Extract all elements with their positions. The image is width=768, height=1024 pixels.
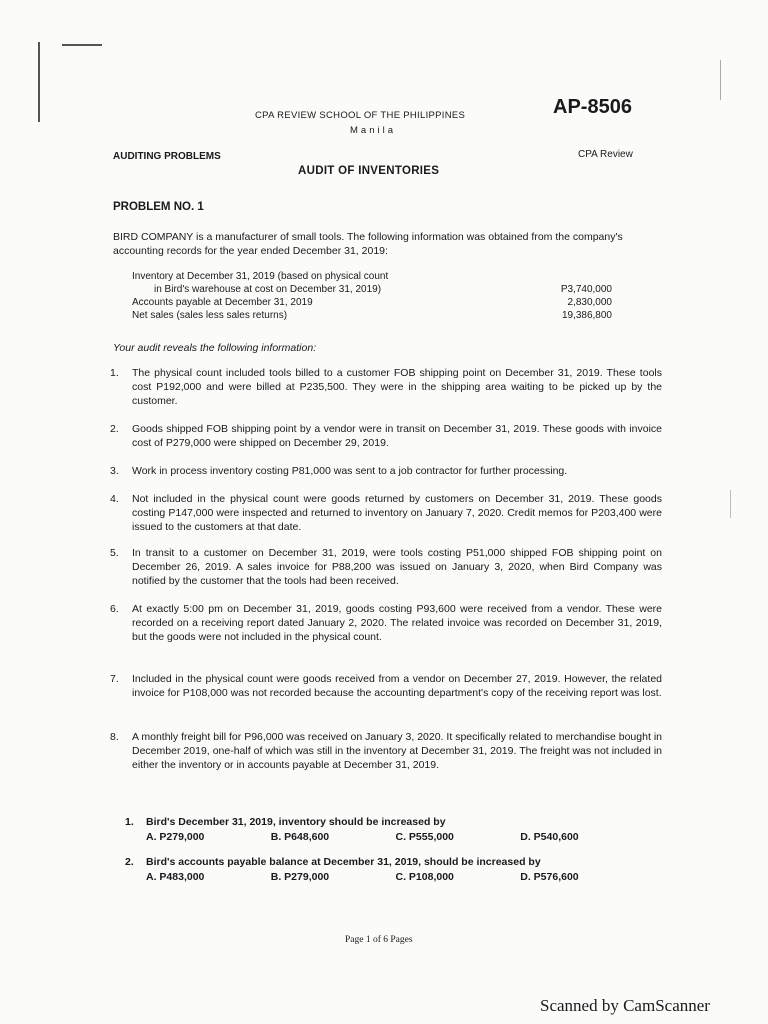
school-name: CPA REVIEW SCHOOL OF THE PHILIPPINES xyxy=(255,110,466,121)
record-label: in Bird's warehouse at cost on December 31, 2019) xyxy=(154,284,382,295)
scan-artifact-line xyxy=(38,42,40,122)
finding-number: 4. xyxy=(110,493,119,505)
finding-text: At exactly 5:00 pm on December 31, 2019, goods costing P93,600 were received from a vendor. These were recorded on a receiving report dated January 2, 2020. The related invoice was recorded on December 31, 2019, but the goods were not included in the physical count. xyxy=(132,603,662,643)
review-label: CPA Review xyxy=(578,149,633,160)
document-code: AP-8506 xyxy=(553,96,632,118)
finding-number: 2. xyxy=(110,423,119,435)
choice-b: B. P648,600 xyxy=(270,831,330,843)
finding-item xyxy=(110,366,662,408)
question-number: 1. xyxy=(125,816,134,828)
finding-text: In transit to a customer on December 31, 2019, were tools costing P51,000 shipped FOB shipping point on December 26, 2019. A sales invoice for P88,200 was issued on January 3, 2020, when Bird Company was notified by the customer that the tools had been received. xyxy=(132,547,662,587)
question-stem: Bird's December 31, 2019, inventory should be increased by xyxy=(146,816,446,828)
finding-item xyxy=(110,602,662,644)
choice-d: D. P540,600 xyxy=(520,831,579,843)
finding-item xyxy=(110,492,662,534)
records-row xyxy=(132,283,612,296)
finding-number: 1. xyxy=(110,367,119,379)
question-2 xyxy=(125,855,645,884)
finding-number: 6. xyxy=(110,603,119,615)
finding-text: Work in process inventory costing P81,000 was sent to a job contractor for further processing. xyxy=(132,465,568,477)
finding-item xyxy=(110,672,662,700)
choice-b: B. P279,000 xyxy=(270,871,330,883)
record-value: 19,386,800 xyxy=(561,310,612,321)
scan-artifact-mark xyxy=(720,60,721,100)
choice-a: A. P483,000 xyxy=(146,871,205,883)
finding-text: Not included in the physical count were goods returned by customers on December 31, 2019. These goods costing P147,000 were inspected and returned to inventory on January 7, 2020. Credit memos for P203,400 were issued to the customers at that date. xyxy=(132,493,662,533)
choice-c: C. P555,000 xyxy=(395,831,454,843)
finding-item xyxy=(110,730,662,772)
records-row xyxy=(132,270,612,283)
school-city: Manila xyxy=(350,125,396,136)
finding-number: 3. xyxy=(110,465,119,477)
finding-number: 7. xyxy=(110,673,119,685)
finding-number: 5. xyxy=(110,547,119,559)
choice-a: A. P279,000 xyxy=(146,831,205,843)
problem-intro: BIRD COMPANY is a manufacturer of small tools. The following information was obtained from the company's accounting records for the year ended December 31, 2019: xyxy=(113,231,623,257)
question-number: 2. xyxy=(125,856,134,868)
problem-heading: PROBLEM NO. 1 xyxy=(113,201,204,213)
subject-label: AUDITING PROBLEMS xyxy=(113,151,221,162)
scan-artifact-mark xyxy=(730,490,731,518)
finding-text: Goods shipped FOB shipping point by a vendor were in transit on December 31, 2019. These goods with invoice cost of P279,000 were shipped on December 29, 2019. xyxy=(132,423,662,449)
record-label: Inventory at December 31, 2019 (based on physical count xyxy=(132,271,389,282)
question-stem: Bird's accounts payable balance at December 31, 2019, should be increased by xyxy=(146,856,541,868)
finding-item xyxy=(110,422,662,450)
records-row xyxy=(132,296,612,309)
finding-text: Included in the physical count were goods received from a vendor on December 27, 2019. However, the related invoice for P108,000 was not recorded because the accounting department's copy of the receiving report was lost. xyxy=(132,673,662,699)
finding-item xyxy=(110,464,662,478)
finding-text: A monthly freight bill for P96,000 was received on January 3, 2020. It specifically related to merchandise bought in December 2019, one-half of which was still in the inventory at December 31, 2019. The freight was not included in either the inventory or in accounts payable at December 31, 2019. xyxy=(132,731,662,771)
record-value xyxy=(532,270,612,283)
finding-item xyxy=(110,546,662,588)
choice-d: D. P576,600 xyxy=(520,871,579,883)
page-footer: Page 1 of 6 Pages xyxy=(345,935,413,945)
choice-c: C. P108,000 xyxy=(395,871,454,883)
scan-artifact-dash xyxy=(62,44,102,46)
record-value: 2,830,000 xyxy=(567,297,612,308)
finding-text: The physical count included tools billed to a customer FOB shipping point on December 31, 2019. These tools cost P192,000 and were billed at P235,500. They were in the shipping area waiting to be picked up by the customer. xyxy=(132,367,662,407)
record-value: P3,740,000 xyxy=(560,284,612,295)
record-label: Net sales (sales less sales returns) xyxy=(132,310,288,321)
question-1 xyxy=(125,815,645,844)
records-table xyxy=(132,270,612,322)
audit-reveal-heading: Your audit reveals the following information: xyxy=(113,342,317,354)
document-title: AUDIT OF INVENTORIES xyxy=(298,165,440,177)
records-row xyxy=(132,309,612,322)
scanner-watermark: Scanned by CamScanner xyxy=(540,996,710,1015)
record-label: Accounts payable at December 31, 2019 xyxy=(132,297,313,308)
finding-number: 8. xyxy=(110,731,119,743)
